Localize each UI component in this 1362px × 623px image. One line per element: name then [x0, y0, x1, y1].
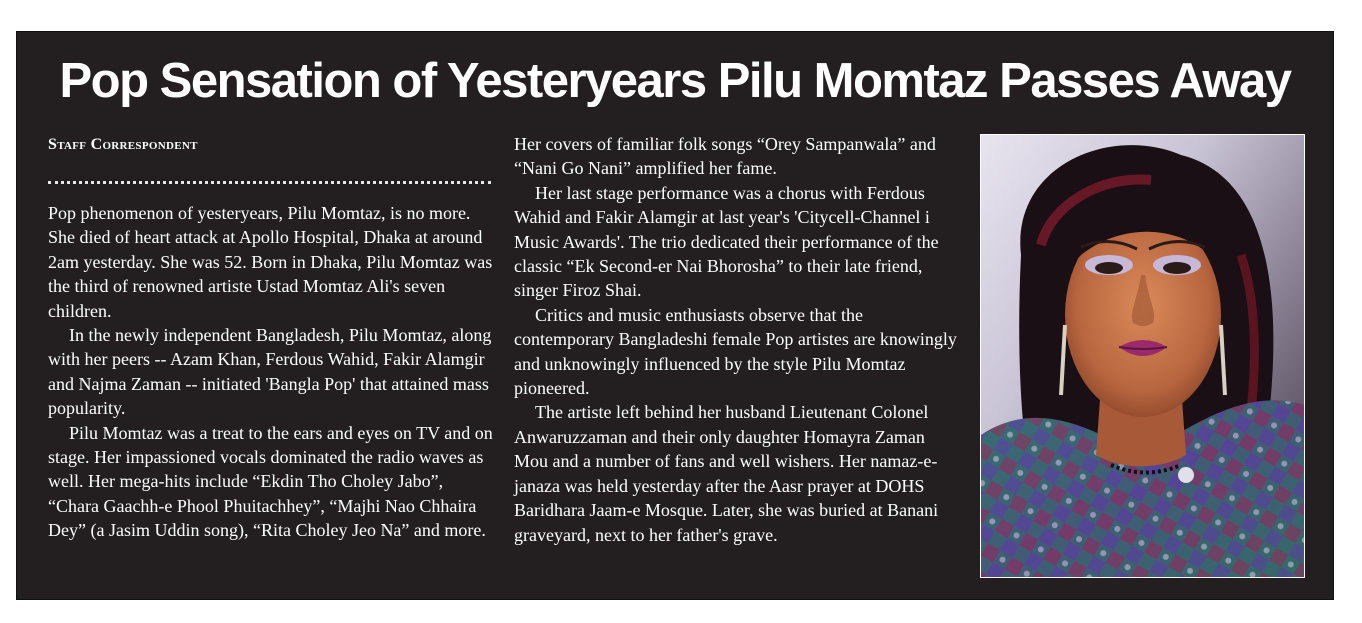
dotted-divider — [48, 181, 491, 184]
portrait-photo — [980, 134, 1305, 578]
paragraph: In the newly independent Bangladesh, Pilu Momtaz, along with her peers -- Azam Khan, Ferdous Wahid, Fakir Alamgir and Najma Zaman -- initiated 'Bangla Pop' that attained mass popularity. — [48, 325, 492, 419]
paragraph: Pilu Momtaz was a treat to the ears and eyes on TV and on stage. Her impassioned vocals dominated the radio waves as well. Her mega-hits include “Ekdin Tho Choley Jabo”, “Chara Gaachh-e Phool Phuitachhey”, “Majhi Nao Chhaira Dey” (a Jasim Uddin song), “Rita Choley Jeo Na” and more. — [48, 422, 493, 541]
article-column-2 — [514, 132, 962, 547]
paragraph: Her last stage performance was a chorus with Ferdous Wahid and Fakir Alamgir at last year's 'Citycell-Channel i Music Awards'. The trio dedicated their performance of the classic “Ek Second-er Nai Bhorosha” to their late friend, singer Firoz Shai. — [514, 182, 939, 301]
article-column-1 — [48, 201, 496, 543]
paragraph: Critics and music enthusiasts observe that the contemporary Bangladeshi female Pop artistes are knowingly and unknowingly influenced by the style Pilu Momtaz pioneered. — [514, 304, 957, 399]
paragraph: The artiste left behind her husband Lieutenant Colonel Anwaruzzaman and their only daughter Homayra Zaman Mou and a number of fans and well wishers. Her namaz-e-janaza was held yesterday after the Aasr prayer at DOHS Baridhara Jaam-e Mosque. Later, she was buried at Banani graveyard, next to her father's grave. — [514, 402, 939, 545]
headline: Pop Sensation of Yesteryears Pilu Momtaz Passes Away — [59, 54, 1291, 108]
paragraph: Pop phenomenon of yesteryears, Pilu Momtaz, is no more. She died of heart attack at Apollo Hospital, Dhaka at around 2am yesterday. She was 52. Born in Dhaka, Pilu Momtaz was the third of renowned artiste Ustad Momtaz Ali's seven children. — [48, 203, 493, 321]
byline: Staff Correspondent — [48, 136, 198, 153]
paragraph: Her covers of familiar folk songs “Orey Sampanwala” and “Nani Go Nani” amplified her fame. — [514, 134, 936, 179]
news-clipping — [16, 31, 1334, 600]
